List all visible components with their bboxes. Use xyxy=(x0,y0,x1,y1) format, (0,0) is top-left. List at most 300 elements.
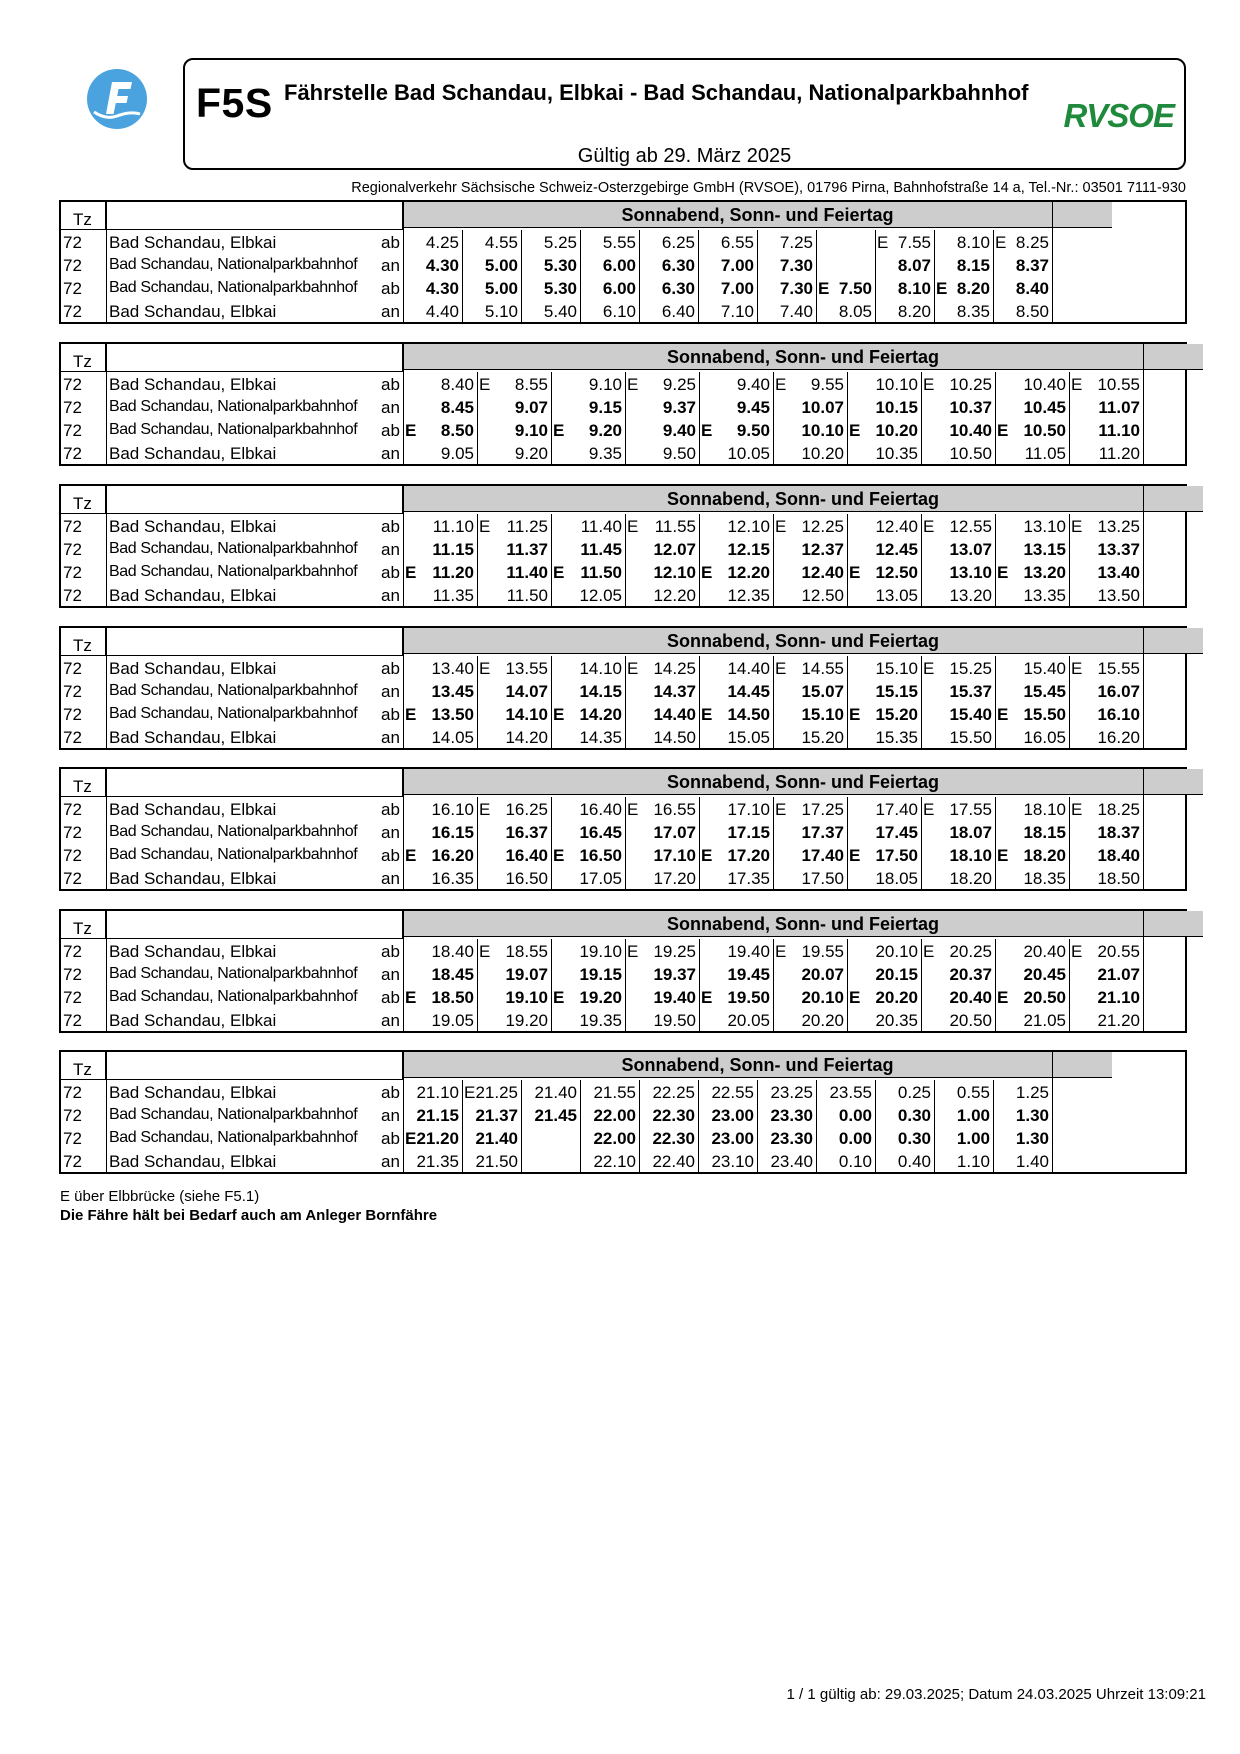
departure-time-cell xyxy=(773,420,847,443)
arrival-departure-mode: an xyxy=(381,965,400,984)
departure-time-cell xyxy=(757,301,816,324)
stop-name: Bad Schandau, Elbkai xyxy=(109,659,277,678)
departure-time-cell xyxy=(699,374,773,397)
grid-line xyxy=(477,939,478,1031)
departure-time: 8.45 xyxy=(440,398,474,417)
departure-time-cell xyxy=(995,1010,1069,1033)
departure-time-cell xyxy=(698,1082,757,1105)
departure-time: 18.45 xyxy=(431,965,474,984)
departure-time-cell xyxy=(847,799,921,822)
departure-time-cell xyxy=(816,1105,875,1128)
departure-time: 10.20 xyxy=(801,444,844,463)
departure-time: 0.00 xyxy=(838,1106,872,1125)
grid-line xyxy=(773,797,774,889)
departure-time-cell xyxy=(477,799,551,822)
note: Die Fähre hält bei Bedarf auch am Anleger Bornfähre xyxy=(60,1207,438,1224)
departure-time: 6.25 xyxy=(661,233,695,252)
stop-name: Bad Schandau, Nationalparkbahnhof xyxy=(109,1129,358,1146)
day-type-header: Sonnabend, Sonn- und Feiertag xyxy=(403,1052,1112,1078)
elbbruecke-marker: E xyxy=(553,988,565,1007)
departure-time: 15.10 xyxy=(801,705,844,724)
arrival-departure-mode: ab xyxy=(381,659,400,678)
departure-time-cell xyxy=(580,1151,639,1174)
departure-time-cell xyxy=(639,255,698,278)
elbbruecke-marker: E xyxy=(849,421,861,440)
departure-time-cell xyxy=(699,562,773,585)
departure-time-cell xyxy=(551,964,625,987)
departure-time-cell xyxy=(551,845,625,868)
departure-time-cell xyxy=(875,232,934,255)
departure-time-cell xyxy=(921,845,995,868)
departure-time-cell xyxy=(995,397,1069,420)
grid-line xyxy=(403,1052,404,1172)
departure-time-cell xyxy=(521,301,580,324)
departure-time-cell xyxy=(580,1128,639,1151)
stop-name: Bad Schandau, Nationalparkbahnhof xyxy=(109,1106,358,1123)
departure-time: 8.10 xyxy=(956,233,990,252)
grid-line xyxy=(699,656,700,748)
grid-line xyxy=(757,1080,758,1172)
stop-name: Bad Schandau, Nationalparkbahnhof xyxy=(109,846,358,863)
departure-time-cell xyxy=(521,232,580,255)
departure-time-cell xyxy=(995,964,1069,987)
elbbruecke-marker: E xyxy=(553,563,565,582)
departure-time-cell xyxy=(551,868,625,891)
departure-time-cell xyxy=(921,941,995,964)
arrival-departure-mode: ab xyxy=(381,942,400,961)
departure-time-cell xyxy=(477,539,551,562)
departure-time: 16.05 xyxy=(1023,728,1066,747)
grid-line xyxy=(1069,797,1070,889)
elbbruecke-marker: E xyxy=(479,800,491,819)
departure-time-cell xyxy=(773,1010,847,1033)
grid-line xyxy=(403,628,404,748)
elbbruecke-marker: E xyxy=(1071,942,1083,961)
grid-line xyxy=(921,939,922,1031)
departure-time-cell xyxy=(847,868,921,891)
departure-time-cell xyxy=(477,443,551,466)
departure-time-cell xyxy=(477,822,551,845)
departure-time-cell xyxy=(403,868,477,891)
departure-time-cell xyxy=(477,585,551,608)
stop-name: Bad Schandau, Elbkai xyxy=(109,586,277,605)
departure-time: 0.25 xyxy=(897,1083,931,1102)
departure-time-cell xyxy=(551,443,625,466)
departure-time: 19.20 xyxy=(579,988,622,1007)
grid-line xyxy=(106,769,107,889)
departure-time-cell xyxy=(403,964,477,987)
departure-time: 20.15 xyxy=(875,965,918,984)
grid-line xyxy=(462,230,463,322)
departure-time: 9.15 xyxy=(588,398,622,417)
departure-time-cell xyxy=(699,868,773,891)
departure-time-cell xyxy=(816,301,875,324)
departure-time: 9.40 xyxy=(736,375,770,394)
tz-zone: 72 xyxy=(63,1152,82,1171)
day-type-header: Sonnabend, Sonn- und Feiertag xyxy=(403,344,1203,370)
departure-time-cell xyxy=(847,964,921,987)
departure-time-cell xyxy=(551,941,625,964)
departure-time: 23.55 xyxy=(829,1083,872,1102)
departure-time-cell xyxy=(462,1128,521,1151)
departure-time-cell xyxy=(773,443,847,466)
departure-time: 13.07 xyxy=(949,540,992,559)
departure-time-cell xyxy=(551,822,625,845)
departure-time-cell xyxy=(1069,585,1143,608)
departure-time-cell xyxy=(403,1105,462,1128)
grid-line xyxy=(995,656,996,748)
departure-time-cell xyxy=(699,681,773,704)
elbbruecke-marker: E xyxy=(701,421,713,440)
stop-name: Bad Schandau, Elbkai xyxy=(109,375,277,394)
departure-time-cell xyxy=(403,658,477,681)
departure-time-cell xyxy=(551,539,625,562)
departure-time: 14.10 xyxy=(579,659,622,678)
departure-time: 19.40 xyxy=(653,988,696,1007)
departure-time-cell xyxy=(773,704,847,727)
departure-time-cell xyxy=(921,681,995,704)
departure-time: 16.20 xyxy=(1097,728,1140,747)
departure-time-cell xyxy=(699,845,773,868)
arrival-departure-mode: ab xyxy=(381,421,400,440)
departure-time-cell xyxy=(921,658,995,681)
departure-time: 17.05 xyxy=(579,869,622,888)
departure-time-cell xyxy=(625,585,699,608)
ferry-logo-icon xyxy=(86,68,148,130)
departure-time: 21.05 xyxy=(1023,1011,1066,1030)
departure-time-cell xyxy=(477,987,551,1010)
stop-name: Bad Schandau, Elbkai xyxy=(109,800,277,819)
departure-time: 22.55 xyxy=(711,1083,754,1102)
departure-time-cell xyxy=(625,516,699,539)
departure-time-cell xyxy=(847,681,921,704)
departure-time: 10.25 xyxy=(949,375,992,394)
departure-time: 23.10 xyxy=(711,1152,754,1171)
grid-line xyxy=(403,769,404,889)
departure-time-cell xyxy=(995,443,1069,466)
departure-time: 20.10 xyxy=(801,988,844,1007)
arrival-departure-mode: an xyxy=(381,256,400,275)
departure-time: 10.15 xyxy=(875,398,918,417)
departure-time-cell xyxy=(934,1128,993,1151)
grid-line xyxy=(625,656,626,748)
departure-time: 5.55 xyxy=(602,233,636,252)
departure-time: 7.30 xyxy=(779,256,813,275)
departure-time: 16.45 xyxy=(579,823,622,842)
grid-line xyxy=(403,486,404,606)
grid-line xyxy=(1052,1052,1053,1172)
arrival-departure-mode: ab xyxy=(381,233,400,252)
operator-logo: RVSOE xyxy=(1063,97,1174,134)
elbbruecke-marker: E xyxy=(775,942,787,961)
departure-time: 13.10 xyxy=(1023,517,1066,536)
departure-time-cell xyxy=(403,420,477,443)
grid-line xyxy=(1069,656,1070,748)
elbbruecke-marker: E xyxy=(627,659,639,678)
departure-time-cell xyxy=(699,941,773,964)
arrival-departure-mode: ab xyxy=(381,517,400,536)
elbbruecke-marker: E xyxy=(775,375,787,394)
departure-time: 13.50 xyxy=(1097,586,1140,605)
elbbruecke-marker: E xyxy=(405,1129,417,1148)
departure-time-cell xyxy=(934,1151,993,1174)
arrival-departure-mode: ab xyxy=(381,375,400,394)
elbbruecke-marker: E xyxy=(405,705,417,724)
grid-line xyxy=(580,1080,581,1172)
departure-time: 23.30 xyxy=(770,1106,813,1125)
departure-time-cell xyxy=(403,374,477,397)
departure-time-cell xyxy=(921,516,995,539)
stop-name: Bad Schandau, Elbkai xyxy=(109,869,277,888)
elbbruecke-marker: E xyxy=(923,659,935,678)
header-box xyxy=(183,58,1186,170)
departure-time: 17.20 xyxy=(727,846,770,865)
elbbruecke-marker: E xyxy=(701,846,713,865)
grid-line xyxy=(995,372,996,464)
departure-time: 20.40 xyxy=(1023,942,1066,961)
tz-header-label: Tz xyxy=(73,494,92,513)
stop-name: Bad Schandau, Elbkai xyxy=(109,444,277,463)
departure-time: 15.15 xyxy=(875,682,918,701)
departure-time: 16.10 xyxy=(431,800,474,819)
grid-line xyxy=(1069,372,1070,464)
tz-zone: 72 xyxy=(63,517,82,536)
grid-line xyxy=(106,911,107,1031)
grid-line xyxy=(551,372,552,464)
departure-time-cell xyxy=(477,941,551,964)
departure-time-cell xyxy=(625,964,699,987)
stop-header xyxy=(106,202,403,230)
departure-time: 4.55 xyxy=(484,233,518,252)
departure-time-cell xyxy=(580,255,639,278)
departure-time: 20.40 xyxy=(949,988,992,1007)
departure-time: 14.20 xyxy=(505,728,548,747)
departure-time-cell xyxy=(551,585,625,608)
departure-time-cell xyxy=(551,562,625,585)
tz-zone: 72 xyxy=(63,1011,82,1030)
grid-line xyxy=(934,1080,935,1172)
grid-line xyxy=(1143,769,1144,889)
departure-time-cell xyxy=(993,1082,1052,1105)
departure-time-cell xyxy=(995,941,1069,964)
arrival-departure-mode: an xyxy=(381,540,400,559)
grid-line xyxy=(106,344,107,464)
departure-time-cell xyxy=(934,232,993,255)
departure-time: 17.40 xyxy=(875,800,918,819)
departure-time-cell xyxy=(1069,681,1143,704)
departure-time: 12.50 xyxy=(875,563,918,582)
departure-time: 13.40 xyxy=(431,659,474,678)
grid-line xyxy=(521,230,522,322)
departure-time-cell xyxy=(1069,516,1143,539)
arrival-departure-mode: an xyxy=(381,444,400,463)
grid-line xyxy=(639,230,640,322)
departure-time-cell xyxy=(639,1105,698,1128)
departure-time: 14.05 xyxy=(431,728,474,747)
departure-time: 1.40 xyxy=(1015,1152,1049,1171)
departure-time: 7.50 xyxy=(838,279,872,298)
departure-time: 21.35 xyxy=(416,1152,459,1171)
departure-time-cell xyxy=(551,658,625,681)
elbbruecke-marker: E xyxy=(553,705,565,724)
operator-info: Regionalverkehr Sächsische Schweiz-Osterzgebirge GmbH (RVSOE), 01796 Pirna, Bahnhofstraße 14 a, Tel.-Nr.: 03501 7111-930 xyxy=(351,180,1186,196)
departure-time-cell xyxy=(403,539,477,562)
tz-zone: 72 xyxy=(63,279,82,298)
departure-time-cell xyxy=(757,255,816,278)
departure-time: 9.10 xyxy=(514,421,548,440)
departure-time-cell xyxy=(625,941,699,964)
departure-time-cell xyxy=(847,704,921,727)
departure-time-cell xyxy=(773,727,847,750)
departure-time: 18.10 xyxy=(1023,800,1066,819)
grid-line xyxy=(477,656,478,748)
grid-line xyxy=(106,628,107,748)
departure-time: 16.37 xyxy=(505,823,548,842)
departure-time-cell xyxy=(551,727,625,750)
departure-time-cell xyxy=(847,1010,921,1033)
day-type-header: Sonnabend, Sonn- und Feiertag xyxy=(403,202,1112,228)
tz-zone: 72 xyxy=(63,444,82,463)
tz-zone: 72 xyxy=(63,705,82,724)
departure-time: 12.40 xyxy=(875,517,918,536)
departure-time-cell xyxy=(757,232,816,255)
departure-time: 18.20 xyxy=(1023,846,1066,865)
elbbruecke-marker: E xyxy=(1071,800,1083,819)
stop-name: Bad Schandau, Elbkai xyxy=(109,517,277,536)
stop-name: Bad Schandau, Elbkai xyxy=(109,1011,277,1030)
departure-time-cell xyxy=(625,727,699,750)
departure-time-cell xyxy=(773,987,847,1010)
departure-time: 8.05 xyxy=(838,302,872,321)
stop-name: Bad Schandau, Elbkai xyxy=(109,233,277,252)
departure-time-cell xyxy=(1069,987,1143,1010)
departure-time: 12.55 xyxy=(949,517,992,536)
departure-time: 12.20 xyxy=(653,586,696,605)
departure-time-cell xyxy=(847,516,921,539)
tz-header-label: Tz xyxy=(73,210,92,229)
departure-time-cell xyxy=(521,1105,580,1128)
departure-time: 16.07 xyxy=(1097,682,1140,701)
departure-time: 21.25 xyxy=(475,1083,518,1102)
departure-time: 19.07 xyxy=(505,965,548,984)
departure-time: 0.30 xyxy=(897,1129,931,1148)
departure-time-cell xyxy=(921,420,995,443)
grid-line xyxy=(921,656,922,748)
departure-time-cell xyxy=(934,1082,993,1105)
grid-line xyxy=(847,656,848,748)
departure-time-cell xyxy=(847,443,921,466)
departure-time: 5.00 xyxy=(484,256,518,275)
departure-time: 9.07 xyxy=(514,398,548,417)
departure-time: 20.37 xyxy=(949,965,992,984)
departure-time-cell xyxy=(1069,845,1143,868)
elbbruecke-marker: E xyxy=(1071,517,1083,536)
departure-time-cell xyxy=(403,397,477,420)
elbbruecke-marker: E xyxy=(701,988,713,1007)
departure-time: 14.37 xyxy=(653,682,696,701)
departure-time-cell xyxy=(921,799,995,822)
stop-name: Bad Schandau, Nationalparkbahnhof xyxy=(109,705,358,722)
departure-time: 6.55 xyxy=(720,233,754,252)
elbbruecke-marker: E xyxy=(997,421,1009,440)
elbbruecke-marker: E xyxy=(405,421,417,440)
departure-time-cell xyxy=(995,704,1069,727)
elbbruecke-marker: E xyxy=(997,988,1009,1007)
arrival-departure-mode: ab xyxy=(381,846,400,865)
tz-zone: 72 xyxy=(63,988,82,1007)
grid-line xyxy=(1052,202,1053,322)
departure-time: 13.20 xyxy=(949,586,992,605)
departure-time: 19.35 xyxy=(579,1011,622,1030)
departure-time: 1.25 xyxy=(1015,1083,1049,1102)
departure-time: 1.30 xyxy=(1015,1129,1049,1148)
departure-time-cell xyxy=(993,278,1052,301)
departure-time-cell xyxy=(403,516,477,539)
departure-time: 17.10 xyxy=(653,846,696,865)
grid-line xyxy=(477,514,478,606)
arrival-departure-mode: an xyxy=(381,1011,400,1030)
arrival-departure-mode: ab xyxy=(381,1083,400,1102)
departure-time-cell xyxy=(462,1105,521,1128)
departure-time-cell xyxy=(403,255,462,278)
departure-time: 22.40 xyxy=(652,1152,695,1171)
departure-time-cell xyxy=(639,1151,698,1174)
grid-line xyxy=(847,372,848,464)
departure-time: 8.35 xyxy=(956,302,990,321)
elbbruecke-marker: E xyxy=(405,563,417,582)
departure-time-cell xyxy=(1069,941,1143,964)
departure-time-cell xyxy=(1069,397,1143,420)
departure-time: 19.50 xyxy=(727,988,770,1007)
departure-time: 12.45 xyxy=(875,540,918,559)
departure-time: 20.50 xyxy=(949,1011,992,1030)
arrival-departure-mode: an xyxy=(381,586,400,605)
elbbruecke-marker: E xyxy=(1071,375,1083,394)
stop-name: Bad Schandau, Nationalparkbahnhof xyxy=(109,256,358,273)
grid-line xyxy=(699,372,700,464)
elbbruecke-marker: E xyxy=(553,846,565,865)
departure-time: 11.50 xyxy=(580,563,622,582)
departure-time: 6.10 xyxy=(602,302,636,321)
departure-time: 15.05 xyxy=(727,728,770,747)
departure-time-cell xyxy=(773,539,847,562)
departure-time-cell xyxy=(639,1082,698,1105)
departure-time-cell xyxy=(403,727,477,750)
departure-time-cell xyxy=(1069,562,1143,585)
departure-time: 18.20 xyxy=(949,869,992,888)
departure-time: 17.35 xyxy=(727,869,770,888)
grid-line xyxy=(551,939,552,1031)
tz-zone: 72 xyxy=(63,728,82,747)
stop-header xyxy=(106,769,403,797)
departure-time-cell xyxy=(921,987,995,1010)
departure-time: 14.45 xyxy=(727,682,770,701)
departure-time: 8.07 xyxy=(897,256,931,275)
departure-time-cell xyxy=(625,397,699,420)
departure-time: 20.35 xyxy=(875,1011,918,1030)
tz-zone: 72 xyxy=(63,302,82,321)
departure-time-cell xyxy=(757,278,816,301)
departure-time: 22.30 xyxy=(652,1129,695,1148)
departure-time-cell xyxy=(403,704,477,727)
departure-time: 7.00 xyxy=(720,279,754,298)
departure-time-cell xyxy=(773,681,847,704)
departure-time: 18.40 xyxy=(431,942,474,961)
tz-zone: 72 xyxy=(63,256,82,275)
departure-time: 15.40 xyxy=(1023,659,1066,678)
departure-time: 15.10 xyxy=(875,659,918,678)
tz-header-label: Tz xyxy=(73,636,92,655)
